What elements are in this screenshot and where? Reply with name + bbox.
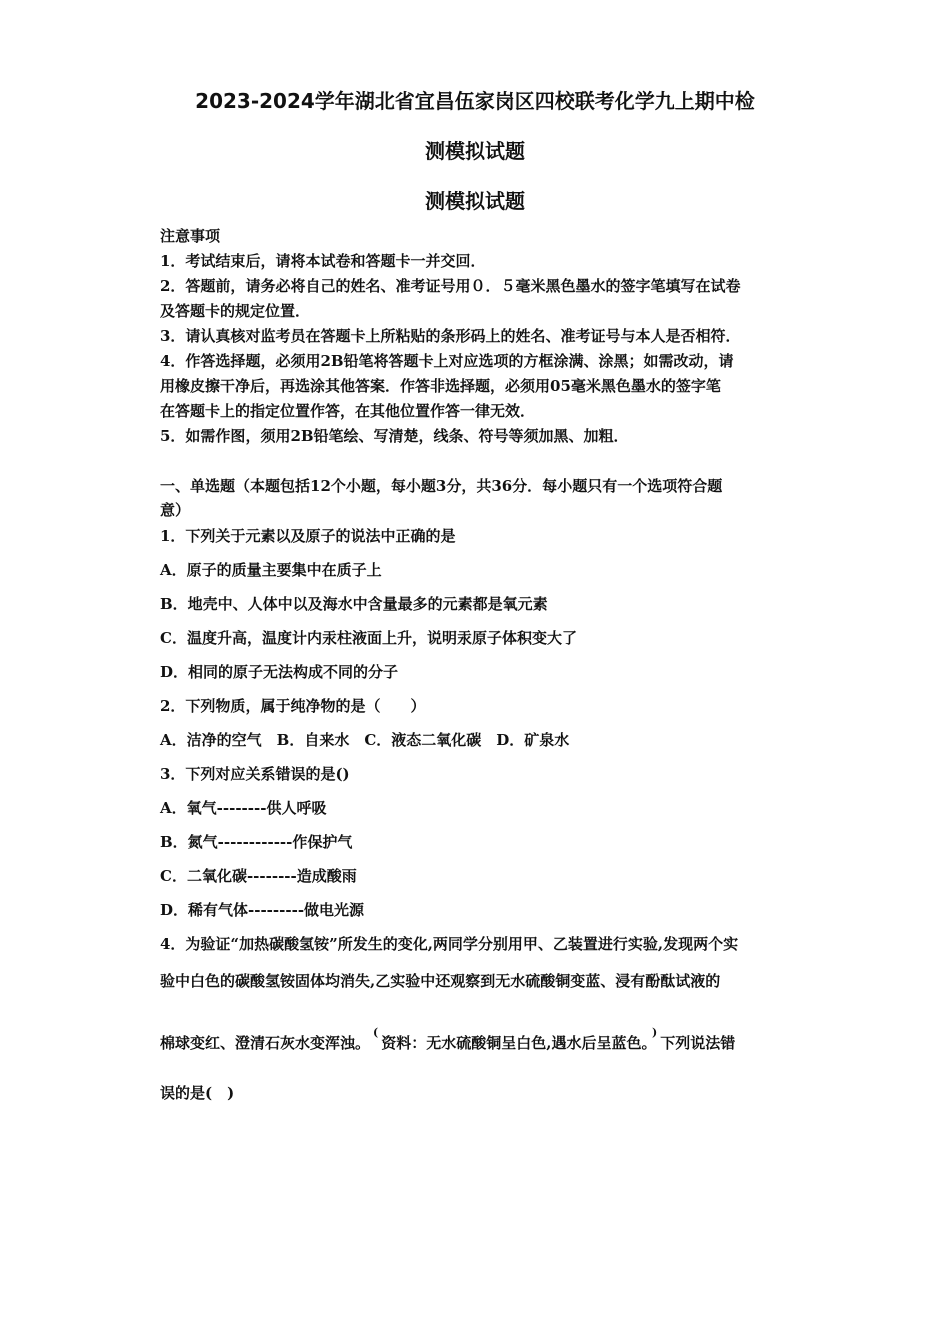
- question-2-stem: 2．下列物质，属于纯净物的是（ ）: [160, 697, 426, 715]
- document-title-line1: 2023-2024学年湖北省宜昌伍家岗区四校联考化学九上期中检: [195, 89, 755, 113]
- question-1-option-d: D．相同的原子无法构成不同的分子: [160, 663, 399, 681]
- section-heading: 一、单选题（本题包括12个小题，每小题3分，共36分．每小题只有一个选项符合题: [160, 477, 723, 495]
- notice-item: 5．如需作图，须用2B铅笔绘、写清楚，线条、符号等须加黑、加粗．: [160, 427, 629, 445]
- question-4-line1: 4．为验证“加热碳酸氢铵”所发生的变化,两同学分别用甲、乙装置进行实验,发现两个实: [160, 935, 739, 953]
- notice-item: 1．考试结束后，请将本试卷和答题卡一并交回．: [160, 252, 486, 270]
- question-4-line3-text: 棉球变红、澄清石灰水变浑浊。: [160, 1034, 371, 1052]
- question-4-note: 资料：无水硫酸铜呈白色,遇水后呈蓝色。: [381, 1034, 649, 1052]
- question-4-line4: 误的是( ): [160, 1084, 235, 1102]
- notice-item: 用橡皮擦干净后，再选涂其他答案．作答非选择题，必须用05毫米黑色墨水的签字笔: [160, 377, 721, 395]
- question-2-options: A．洁净的空气 B．自来水 C．液态二氧化碳 D．矿泉水: [160, 731, 570, 749]
- document-title-line3: 测模拟试题: [425, 189, 525, 213]
- question-3-option-d: D．稀有气体---------做电光源: [160, 901, 365, 919]
- notice-heading: 注意事项: [160, 227, 221, 245]
- notice-item: 4．作答选择题，必须用2B铅笔将答题卡上对应选项的方框涂满、涂黑；如需改动，请: [160, 352, 734, 370]
- notice-item: 2．答题前，请务必将自己的姓名、准考证号用０．５毫米黑色墨水的签字笔填写在试卷: [160, 277, 741, 295]
- question-1-option-c: C．温度升高，温度计内汞柱液面上升，说明汞原子体积变大了: [160, 629, 577, 647]
- notice-item: 在答题卡上的指定位置作答，在其他位置作答一律无效．: [160, 402, 536, 420]
- question-4-line3-end: 下列说法错: [660, 1034, 736, 1052]
- question-1-option-b: B．地壳中、人体中以及海水中含量最多的元素都是氧元素: [160, 595, 548, 613]
- question-1-option-a: A．原子的质量主要集中在质子上: [160, 561, 382, 579]
- note-paren-open: (: [373, 1026, 379, 1039]
- notice-item: 3．请认真核对监考员在答题卡上所粘贴的条形码上的姓名、准考证号与本人是否相符．: [160, 327, 741, 345]
- question-3-option-a: A．氧气--------供人呼吸: [160, 799, 327, 817]
- question-3-stem: 3．下列对应关系错误的是(): [160, 765, 350, 783]
- note-paren-close: ): [651, 1026, 658, 1039]
- question-3-option-c: C．二氧化碳--------造成酸雨: [160, 867, 357, 885]
- question-1-stem: 1．下列关于元素以及原子的说法中正确的是: [160, 527, 456, 545]
- notice-item: 及答题卡的规定位置．: [160, 302, 311, 320]
- question-3-option-b: B．氮气------------作保护气: [160, 833, 353, 851]
- section-heading-cont: 意）: [160, 501, 191, 519]
- question-4-line2: 验中白色的碳酸氢铵固体均消失,乙实验中还观察到无水硫酸铜变蓝、浸有酚酞试液的: [160, 972, 721, 990]
- document-title-line2: 测模拟试题: [425, 139, 525, 163]
- question-4-line3: [160, 1026, 800, 1055]
